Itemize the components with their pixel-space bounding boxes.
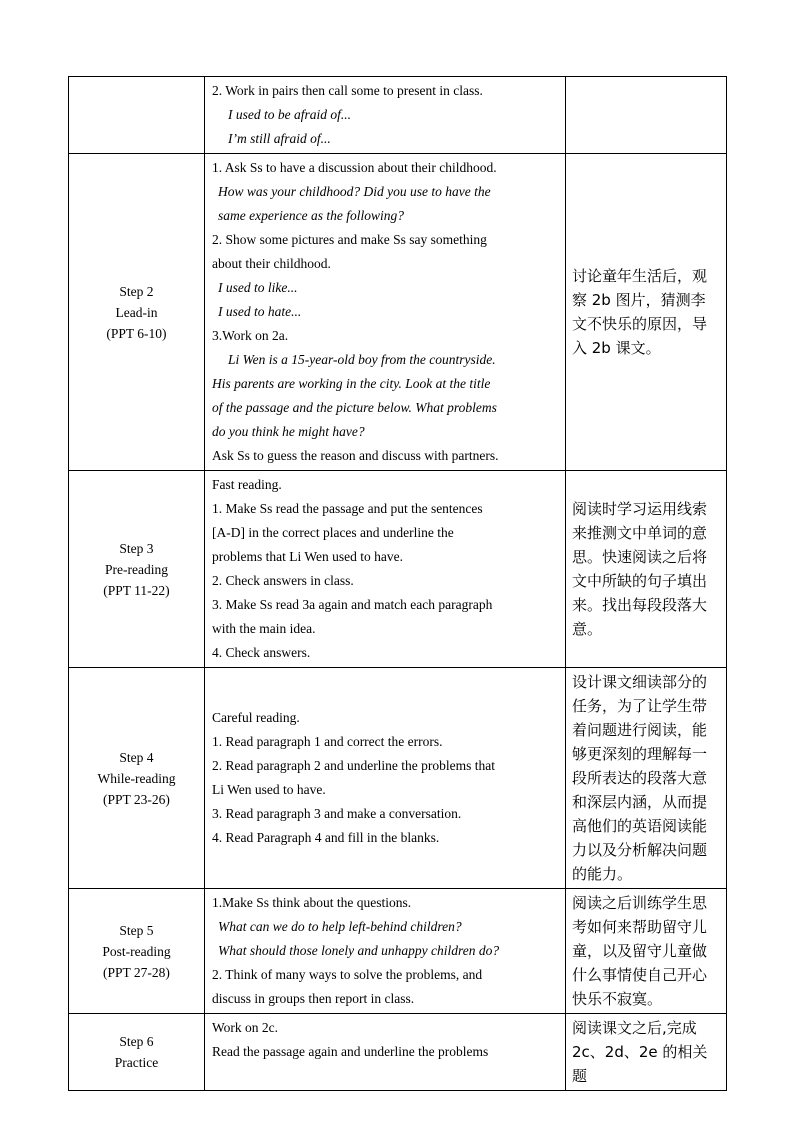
step-label: Step 6 bbox=[119, 1034, 154, 1049]
design-intent-text: 阅读课文之后,完成 2c、2d、2e 的相关题 bbox=[572, 1019, 708, 1085]
design-intent-cell bbox=[566, 154, 727, 471]
table-row bbox=[69, 154, 727, 471]
activity-line: I used to like... bbox=[218, 280, 298, 295]
activity-line: I used to be afraid of... bbox=[228, 107, 351, 122]
activity-line: Li Wen is a 15-year-old boy from the countryside. bbox=[228, 352, 496, 367]
activity-line: 2. Think of many ways to solve the problems, and bbox=[212, 967, 483, 982]
activity-line: 3. Make Ss read 3a again and match each paragraph bbox=[212, 597, 493, 612]
activity-line: His parents are working in the city. Look at the title bbox=[212, 376, 491, 391]
step-cell bbox=[69, 889, 205, 1014]
design-intent-cell bbox=[566, 77, 727, 154]
activity-line: 2. Show some pictures and make Ss say something bbox=[212, 232, 487, 247]
step-cell bbox=[69, 471, 205, 668]
step-label: Step 4 bbox=[119, 749, 154, 765]
activity-line: 2. Work in pairs then call some to present in class. bbox=[212, 83, 483, 98]
step-cell bbox=[69, 154, 205, 471]
activity-line: of the passage and the picture below. What problems bbox=[212, 400, 497, 415]
activity-line: Li Wen used to have. bbox=[212, 782, 326, 797]
step-label: Practice bbox=[114, 1055, 159, 1070]
activity-line: about their childhood. bbox=[212, 256, 331, 271]
step-label: (PPT 23-26) bbox=[103, 791, 170, 807]
step-label: Step 3 bbox=[119, 540, 154, 556]
table-row bbox=[69, 471, 727, 668]
activity-line: [A-D] in the correct places and underline the bbox=[212, 525, 454, 540]
step-label: Step 2 bbox=[119, 283, 154, 299]
table-row bbox=[69, 668, 727, 889]
activity-line: Read the passage again and underline the problems bbox=[212, 1044, 489, 1059]
activity-line: How was your childhood? Did you use to have the bbox=[218, 184, 491, 199]
step-label: (PPT 27-28) bbox=[103, 964, 170, 980]
activity-cell bbox=[205, 154, 566, 471]
activity-cell bbox=[205, 471, 566, 668]
activity-line: 2. Read paragraph 2 and underline the problems that bbox=[212, 758, 496, 773]
step-label: (PPT 6-10) bbox=[106, 325, 167, 341]
activity-line: 4. Read Paragraph 4 and fill in the blanks. bbox=[212, 830, 440, 845]
activity-line: do you think he might have? bbox=[212, 424, 365, 439]
activity-line: 2. Check answers in class. bbox=[212, 573, 354, 588]
activity-cell bbox=[205, 77, 566, 154]
step-cell bbox=[69, 1014, 205, 1091]
table-row bbox=[69, 1014, 727, 1091]
design-intent-cell bbox=[566, 668, 727, 889]
activity-cell bbox=[205, 1014, 566, 1091]
step-label: Post-reading bbox=[102, 943, 171, 959]
lesson-plan-table bbox=[68, 76, 727, 1091]
design-intent-text: 讨论童年生活后，观察 2b 图片，猜测李文不快乐的原因，导入 2b 课文。 bbox=[572, 267, 708, 357]
activity-line: I’m still afraid of... bbox=[228, 131, 331, 146]
step-label: Lead-in bbox=[115, 304, 158, 320]
activity-cell bbox=[205, 889, 566, 1014]
activity-line: 3. Read paragraph 3 and make a conversation. bbox=[212, 806, 462, 821]
activity-line: 1.Make Ss think about the questions. bbox=[212, 895, 412, 910]
activity-line: Work on 2c. bbox=[212, 1020, 279, 1035]
activity-cell bbox=[205, 668, 566, 889]
design-intent-text: 设计课文细读部分的任务，为了让学生带着问题进行阅读，能够更深刻的理解每一段所表达的段落大意和深层内涵，从而提高他们的英语阅读能力以及分析解决问题的能力。 bbox=[572, 673, 708, 883]
design-intent-text: 阅读之后训练学生思考如何来帮助留守儿童，以及留守儿童做什么事情使自己开心快乐不寂寞。 bbox=[572, 894, 708, 1008]
design-intent-text: 阅读时学习运用线索来推测文中单词的意思。快速阅读之后将文中所缺的句子填出来。找出每段段落大意。 bbox=[572, 500, 708, 638]
step-label: While-reading bbox=[97, 770, 176, 786]
activity-line: 1. Make Ss read the passage and put the sentences bbox=[212, 501, 483, 516]
activity-line: What should those lonely and unhappy children do? bbox=[218, 943, 500, 958]
activity-line: 4. Check answers. bbox=[212, 645, 311, 660]
activity-line: discuss in groups then report in class. bbox=[212, 991, 415, 1006]
design-intent-cell bbox=[566, 889, 727, 1014]
step-label: Step 5 bbox=[119, 922, 154, 938]
activity-line: I used to hate... bbox=[218, 304, 302, 319]
activity-line: 3.Work on 2a. bbox=[212, 328, 289, 343]
table-row bbox=[69, 889, 727, 1014]
activity-line: 1. Read paragraph 1 and correct the errors. bbox=[212, 734, 443, 749]
activity-line: same experience as the following? bbox=[218, 208, 404, 223]
activity-line: 1. Ask Ss to have a discussion about their childhood. bbox=[212, 160, 497, 175]
step-label: (PPT 11-22) bbox=[103, 582, 170, 598]
design-intent-cell bbox=[566, 1014, 727, 1091]
activity-line: problems that Li Wen used to have. bbox=[212, 549, 403, 564]
design-intent-cell bbox=[566, 471, 727, 668]
activity-line: Ask Ss to guess the reason and discuss with partners. bbox=[212, 448, 499, 463]
activity-line: What can we do to help left-behind children? bbox=[218, 919, 462, 934]
table-row bbox=[69, 77, 727, 154]
activity-line: Careful reading. bbox=[212, 710, 300, 725]
step-label: Pre-reading bbox=[105, 561, 168, 577]
activity-line: Fast reading. bbox=[212, 477, 282, 492]
activity-line: with the main idea. bbox=[212, 621, 316, 636]
step-cell bbox=[69, 77, 205, 154]
step-cell bbox=[69, 668, 205, 889]
